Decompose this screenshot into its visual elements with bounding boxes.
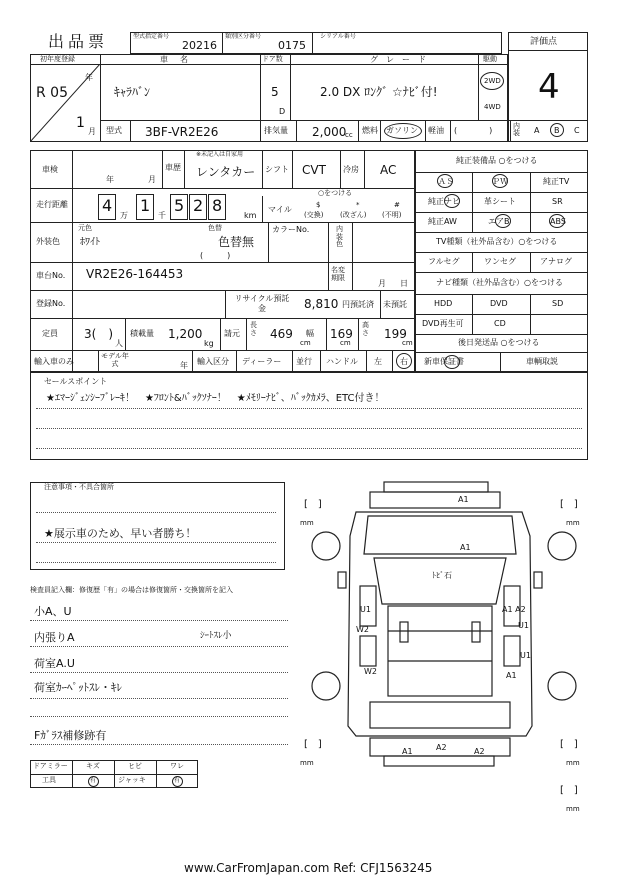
capacity-label: 定員: [42, 329, 58, 338]
genuine-title: 純正装備品 ○をつける: [456, 156, 538, 165]
navi-dvd: DVD: [490, 299, 508, 308]
orig-color-label: 元色: [78, 224, 92, 232]
first-reg-label: 初年度登録: [40, 55, 75, 63]
color-change-label: 色替: [208, 224, 222, 232]
model-label: 型式: [106, 126, 122, 135]
inspector-line-4: 荷室ｶｰﾍﾟｯﾄｽﾚ・ｷﾚ: [34, 681, 122, 694]
handle-label: ハンドル: [326, 357, 358, 366]
eval-label: 評価点: [530, 37, 558, 47]
interior-c: C: [574, 126, 580, 135]
recycle-unpaid: 未預託: [383, 300, 407, 309]
use-value: レンタカー: [196, 165, 256, 179]
change-label: 名変期限: [331, 266, 345, 283]
color-label: 外装色: [36, 237, 60, 246]
height-value: 199: [384, 327, 407, 341]
tire-rr-bracket: [ ]: [560, 739, 578, 750]
width-label: 幅: [306, 329, 314, 338]
parallel-option: 並行: [296, 357, 312, 366]
tire-rl-bracket: [ ]: [304, 739, 322, 750]
diag-right-rear-u: U1: [520, 651, 531, 660]
shaken-label: 車検: [42, 165, 58, 174]
fuel-label: 燃料: [362, 126, 378, 135]
diag-right-rear-a: A1: [506, 671, 517, 680]
diag-rear-a1: A1: [402, 747, 413, 756]
km-unit: km: [244, 211, 257, 220]
tv-oneseg: ワンセグ: [484, 257, 516, 266]
legend-break: ワレ: [170, 762, 184, 770]
tv-analog: アナログ: [540, 257, 572, 266]
change-day-unit: 日: [400, 279, 408, 288]
light-oil-label: 軽油: [428, 126, 444, 135]
tire-fr-unit: mm: [566, 519, 580, 527]
length-cm: cm: [300, 339, 311, 347]
left-option: 左: [374, 357, 382, 366]
diag-rear-a2: A2: [436, 743, 447, 752]
sen-unit: 千: [158, 211, 166, 220]
month-unit: 月: [88, 127, 96, 136]
cc-unit: cc: [345, 131, 353, 139]
navi-hdd: HDD: [434, 299, 453, 308]
interior-b: B: [554, 126, 560, 135]
shaken-month-unit: 月: [148, 175, 156, 184]
sales-point-block: [30, 372, 588, 460]
ac-value: AC: [380, 163, 397, 177]
displacement-label: 排気量: [264, 126, 288, 135]
width-value: 169: [330, 327, 353, 341]
capacity-value: 3( ): [84, 327, 113, 341]
tire-rl-unit: mm: [300, 759, 314, 767]
model-value: 3BF-VR2E26: [145, 125, 219, 139]
chassis-value: VR2E26-164453: [86, 267, 184, 281]
interior-label: 内装: [513, 122, 520, 137]
type-cert-no: 20216: [182, 39, 217, 52]
import-class-label: 輸入区分: [197, 357, 229, 366]
tire-spare-unit: mm: [566, 805, 580, 813]
model-year-unit: 年: [180, 361, 188, 370]
later-warranty: 新車保証書: [424, 357, 464, 366]
legend-jack-have: 有: [174, 777, 181, 784]
diag-windshield: ﾄﾋﾞ石: [432, 571, 452, 580]
equip-leather: 革シート: [484, 197, 516, 206]
legend-jack: ジャッキ: [118, 776, 146, 784]
recycle-label: リサイクル預託金: [234, 294, 290, 313]
height-cm: cm: [402, 339, 413, 347]
width-cm: cm: [340, 339, 351, 347]
inspector-label: 検査員記入欄：修復歴「有」の場合は修復箇所・交換箇所を記入: [30, 586, 233, 594]
first-reg-month: 1: [76, 115, 85, 131]
load-label: 積載量: [130, 329, 154, 338]
ac-label: 冷房: [343, 165, 359, 174]
navi-cd: CD: [494, 319, 506, 328]
serial-label: シリアル番号: [320, 33, 356, 40]
mile-exchange: (交換): [304, 211, 324, 219]
drive-2wd: 2WD: [484, 77, 501, 85]
import-label: 輸入車のみ: [34, 357, 74, 366]
tire-rr-unit: mm: [566, 759, 580, 767]
height-label: 高さ: [362, 321, 369, 337]
diag-hood: A1: [460, 543, 471, 552]
change-month-unit: 月: [378, 279, 386, 288]
mileage-digit-1: 4: [102, 196, 113, 215]
sales-text: ★ｴﾏｰｼﾞｪﾝｼｰﾌﾞﾚｰｷ！ ★ﾌﾛﾝﾄ&ﾊﾞｯｸｿﾅｰ！ ★ﾒﾓﾘｰﾅﾋﾞ、ﾊﾞｯｸｶﾒﾗ、ETC付き！: [46, 393, 385, 404]
interior-color-label: 内装色: [336, 225, 343, 249]
use-note: ※未記入は自家用: [196, 151, 244, 158]
inspector-line-2: 内張りA: [34, 631, 75, 644]
eval-score: 4: [538, 67, 560, 107]
color-paren: ( ): [200, 251, 231, 260]
equip-navi: 純正ナビ: [428, 197, 460, 206]
type-cert-label: 型式指定番号: [133, 33, 170, 40]
legend-tools-have: 有: [90, 777, 97, 784]
orig-color: ﾎﾜｲﾄ: [80, 237, 100, 248]
kg-unit: kg: [204, 339, 214, 348]
displacement-value: 2,000: [312, 125, 347, 139]
legend-crack: ヒビ: [128, 762, 142, 770]
mile-attach: ○をつける: [318, 189, 353, 197]
tire-spare-bracket: [ ]: [560, 785, 578, 796]
car-name: ｷｬﾗﾊﾞﾝ: [114, 85, 151, 99]
load-value: 1,200: [168, 327, 203, 341]
equip-sr: SR: [552, 197, 563, 206]
colorno-label: カラーNo.: [272, 225, 310, 234]
use-label: 車歴: [165, 163, 181, 172]
man-unit: 万: [120, 211, 128, 220]
inspector-line-3: 荷室A.U: [34, 657, 75, 670]
legend-scratch: キズ: [86, 762, 100, 770]
doors-value: 5: [271, 85, 279, 99]
tire-fl-bracket: [ ]: [304, 499, 322, 510]
length-label: 長さ: [250, 321, 257, 337]
category-label: 類別区分番号: [225, 33, 262, 40]
mile-dollar: $: [316, 201, 321, 209]
equip-pw: ＰＷ: [492, 177, 508, 186]
later-manual: 車輌取説: [526, 357, 558, 366]
recycle-paid: 円預託済: [342, 300, 374, 309]
mileage-label: 走行距離: [36, 200, 68, 209]
year-unit: 年: [85, 73, 93, 82]
length-value: 469: [270, 327, 293, 341]
page-title: 出品票: [48, 32, 109, 51]
diag-right-door-u: U1: [518, 621, 529, 630]
diag-left-slide: W2: [356, 625, 369, 634]
equip-aw: 純正AW: [428, 217, 457, 226]
color-change: 色替無: [218, 235, 255, 249]
equip-airbag: エアB: [488, 217, 510, 226]
equip-tv: 純正TV: [543, 177, 570, 186]
drive-4wd: 4WD: [484, 103, 501, 111]
mileage-digit-5: 8: [212, 196, 223, 215]
sales-label: セールスポイント: [44, 377, 108, 386]
navi-sd: SD: [552, 299, 564, 308]
mileage-digit-2: 1: [140, 196, 151, 215]
drive-label: 駆動: [483, 55, 497, 63]
mile-label: マイル: [268, 205, 292, 214]
diag-rear-a2b: A2: [474, 747, 485, 756]
mile-star: *: [356, 201, 360, 209]
tire-fl-unit: mm: [300, 519, 314, 527]
grade-value: 2.0 DX ﾛﾝｸﾞ ☆ﾅﾋﾞ付!: [320, 85, 438, 99]
inspector-line-5: Fｶﾞﾗｽ補修跡有: [34, 729, 107, 742]
model-year-label: モデル年式: [101, 352, 129, 368]
fuel-value: ガソリン: [386, 126, 418, 135]
shift-value: CVT: [302, 163, 326, 177]
reg-label: 登録No.: [36, 299, 66, 308]
mile-unknown: (不明): [382, 211, 402, 219]
tire-fr-bracket: [ ]: [560, 499, 578, 510]
mile-altered: (改ざん): [340, 211, 367, 219]
chassis-label: 車台No.: [36, 271, 66, 280]
diag-front-bumper: A1: [458, 495, 469, 504]
legend-tools: 工具: [42, 776, 56, 784]
car-name-label: 車名: [160, 55, 200, 64]
shift-label: シフト: [265, 165, 289, 174]
tv-fullseg: フルセグ: [428, 257, 460, 266]
doors-type: D: [279, 107, 286, 116]
first-reg-year: R 05: [36, 85, 68, 101]
equip-abs: ABS: [550, 217, 566, 226]
car-damage-diagram: [290, 476, 600, 816]
inspector-line-1: 小A、U: [34, 605, 72, 618]
equip-as: ＡＳ: [438, 177, 454, 186]
interior-a: A: [534, 126, 540, 135]
diag-left-rear: W2: [364, 667, 377, 676]
footer-reference: www.CarFromJapan.com Ref: CFJ1563245: [184, 861, 433, 875]
category-no: 0175: [278, 39, 306, 52]
people-unit: 人: [115, 339, 123, 348]
shaken-year-unit: 年: [106, 175, 114, 184]
mileage-digit-3: 5: [174, 196, 185, 215]
notes-block: [30, 482, 285, 570]
recycle-amount: 8,810: [304, 297, 339, 311]
navi-title: ナビ種類（社外品含む）○をつける: [436, 278, 563, 287]
mile-hash: #: [394, 201, 400, 209]
dealer-option: ディーラー: [242, 357, 282, 366]
doors-label: ドア数: [262, 55, 283, 63]
mileage-digit-4: 2: [193, 196, 204, 215]
tv-title: TV種類（社外品含む）○をつける: [436, 237, 558, 246]
inspector-line-2-extra: ｼｰﾄｽﾚ小: [200, 631, 232, 641]
navi-dvdplay: DVD再生可: [422, 319, 464, 328]
later-title: 後日発送品 ○をつける: [458, 338, 540, 347]
right-option: 右: [400, 357, 408, 366]
diag-left-door: U1: [360, 605, 371, 614]
light-oil-paren: ( ): [454, 126, 493, 135]
request-label: 請元: [224, 329, 240, 338]
legend-mirror: ドアミラー: [33, 762, 68, 770]
grade-label: グレード: [370, 55, 434, 64]
diag-right-door: A1 A2: [502, 605, 526, 614]
notes-text: ★展示車のため、早い者勝ち！: [44, 527, 197, 540]
notes-label: 注意事項・不具合箇所: [44, 483, 114, 491]
